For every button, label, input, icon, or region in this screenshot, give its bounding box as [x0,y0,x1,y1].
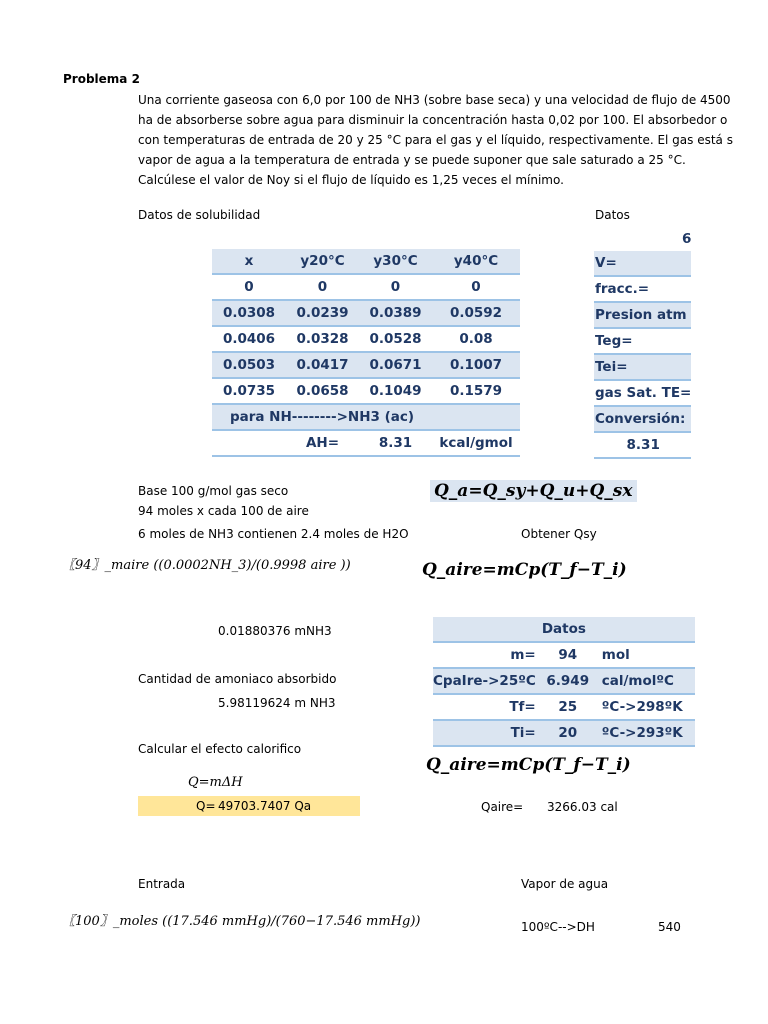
table-row [212,274,520,300]
table-cell: ºC->298ºK [596,694,695,720]
table-cell: 0.0503 [212,352,286,378]
table-row [594,354,691,380]
formula-maire: 〖94〗_maire ((0.0002NH_3)/(0.9998 aire )) [62,558,351,573]
qaire-label: Qaire= [481,800,524,814]
problem-title: Problema 2 [63,72,140,86]
datos-table [433,617,695,747]
table-cell: 0.1007 [432,352,520,378]
table-cell: 0.0592 [432,300,520,326]
solubility-table [212,249,520,457]
equation-q: Q=mΔH [188,775,243,790]
table-row [594,276,691,302]
cantidad-label: Cantidad de amoniaco absorbido [138,672,337,686]
reaction-cell: para NH-------->NH3 (ac) [212,404,432,430]
ah-unit: kcal/gmol [432,430,520,456]
table-cell: mol [596,642,695,668]
base-line-3: 6 moles de NH3 contienen 2.4 moles de H2O [138,527,409,541]
table-cell: 0.0239 [286,300,359,326]
table-cell: 0 [212,274,286,300]
table-row [594,432,691,458]
table-row [212,352,520,378]
vapor-label: Vapor de agua [521,877,609,891]
table-row [594,251,691,276]
table-row [594,302,691,328]
reaction-row [212,404,520,430]
table-cell: 0.0417 [286,352,359,378]
formula-moles: 〖100〗_moles ((17.546 mmHg)/(760−17.546 mmHg)) [62,914,421,929]
table-row [212,378,520,404]
table-row [594,406,691,432]
datos-item: Teg= [594,328,691,354]
obtener-qsy: Obtener Qsy [521,527,597,541]
table-row [594,227,691,251]
table-row [433,668,695,694]
statement-line: vapor de agua a la temperatura de entrada y se puede suponer que sale saturado a 25 °C. [138,153,686,167]
statement-line: Calcúlese el valor de Noy si el flujo de líquido es 1,25 veces el mínimo. [138,173,564,187]
header-x: x [212,249,286,274]
datos-caption: Datos [595,208,630,222]
header-y40: y40°C [432,249,520,274]
table-cell: cal/molºC [596,668,695,694]
base-line-1: Base 100 g/mol gas seco [138,484,289,498]
qaire-value: 3266.03 cal [547,800,618,814]
ah-row [212,430,520,456]
table-cell: 0 [359,274,432,300]
table-cell: 6.949 [540,668,596,694]
datos-item: Conversión: [594,406,691,432]
table-header-row [212,249,520,274]
table-row [594,328,691,354]
table-cell [432,404,520,430]
table-row [212,300,520,326]
table-cell: 25 [540,694,596,720]
table-cell: CpaIre->25ºC [433,668,540,694]
table-cell: 0.0658 [286,378,359,404]
solubility-caption: Datos de solubilidad [138,208,261,222]
table-cell: m= [433,642,540,668]
mnh3-value: 0.01880376 mNH3 [218,624,332,638]
table-cell: 0.0735 [212,378,286,404]
problem-statement [138,90,733,190]
entrada-label: Entrada [138,877,186,891]
statement-line: con temperaturas de entrada de 20 y 25 °C para el gas y el líquido, respectivamente. El gas está s [138,133,733,147]
table-cell: 0 [432,274,520,300]
datos-table-title: Datos [433,617,695,642]
datos-item: Presion atm [594,302,691,328]
table-cell: 0.0389 [359,300,432,326]
table-cell: Ti= [433,720,540,746]
datos-item: Tei= [594,354,691,380]
equation-qaire: Q_aire=mCp(T_f−T_i) [422,560,627,580]
table-cell: 0.0528 [359,326,432,352]
table-cell: 0 [286,274,359,300]
table-cell: 0.0406 [212,326,286,352]
table-row [433,720,695,746]
table-cell: 20 [540,720,596,746]
table-cell: ºC->293ºK [596,720,695,746]
table-cell: 0.1049 [359,378,432,404]
q-label: Q= [196,799,216,813]
ah-value: 8.31 [359,430,432,456]
datos-item: gas Sat. TE= [594,380,691,406]
table-cell: 0.0308 [212,300,286,326]
table-cell: 0.08 [432,326,520,352]
vapor-value: 540 [658,920,681,934]
q-value: 49703.7407 Qa [218,799,312,813]
ah-label: AH= [286,430,359,456]
table-cell: 0.1579 [432,378,520,404]
equation-qa [430,481,637,501]
table-row [433,694,695,720]
table-cell [212,430,286,456]
table-cell: Tf= [433,694,540,720]
equation-qaire-2: Q_aire=mCp(T_f−T_i) [426,755,631,775]
statement-line: ha de absorberse sobre agua para disminuir la concentración hasta 0,02 por 100. El absorbedor o [138,113,728,127]
calc-label: Calcular el efecto calorifico [138,742,302,756]
table-cell: 0.0671 [359,352,432,378]
datos-bottom-value: 8.31 [594,432,691,458]
datos-item: V= [594,251,691,276]
table-row [212,326,520,352]
statement-line: Una corriente gaseosa con 6,0 por 100 de NH3 (sobre base seca) y una velocidad de flujo de 4500 [138,93,731,107]
table-cell: 0.0328 [286,326,359,352]
table-header-row [433,617,695,642]
table-cell: 94 [540,642,596,668]
header-y30: y30°C [359,249,432,274]
datos-item: fracc.= [594,276,691,302]
header-y20: y20°C [286,249,359,274]
base-line-2: 94 moles x cada 100 de aire [138,504,309,518]
datos-side-panel [594,227,692,459]
datos-side-table [594,227,691,459]
table-row [594,380,691,406]
cantidad-value: 5.98119624 m NH3 [218,696,336,710]
vapor-line: 100ºC-->DH [521,920,595,934]
datos-top-value: 6 [681,231,692,247]
q-result-row [138,796,360,816]
table-row [433,642,695,668]
equation-qa-text: Q_a=Q_sy+Q_u+Q_sx [430,480,637,502]
